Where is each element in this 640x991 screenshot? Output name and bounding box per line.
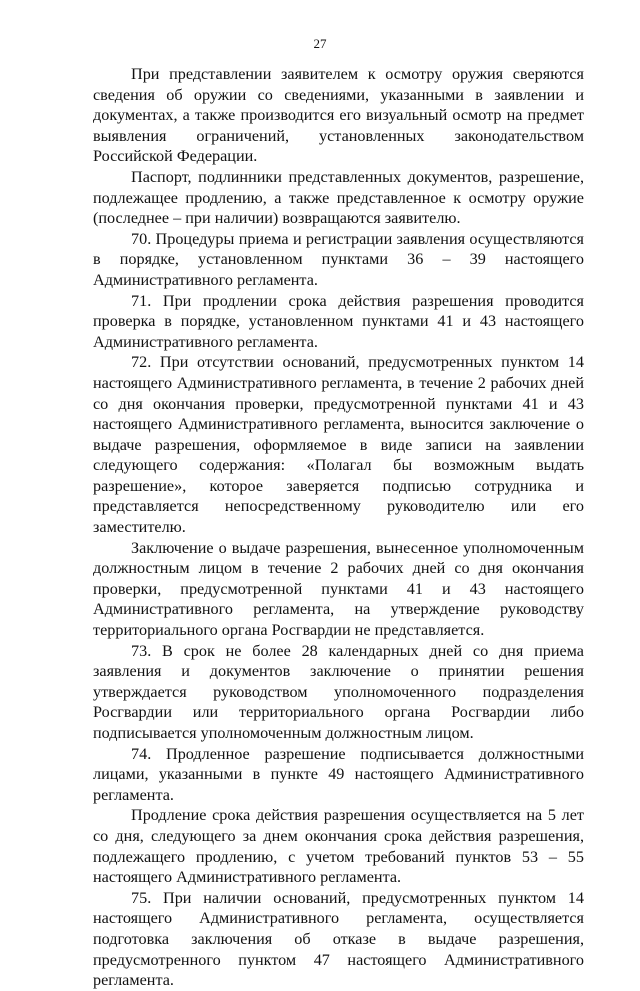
paragraph-extension-term: Продление срока действия разрешения осуществляется на 5 лет со дня, следующего за днем окончания срока действия разрешения, подлежащего продлению, с учетом требований пунктов 53 – 55 настоящего Административного регламента. <box>93 806 584 887</box>
paragraph-conclusion-issuance: Заключение о выдаче разрешения, вынесенное уполномоченным должностным лицом в течение 2 рабочих дней со дня окончания проверки, предусмотренной пунктами 41 и 43 настоящего Административного регламента, на утверждение руководству территориального органа Росгвардии не представляется. <box>93 538 584 640</box>
paragraph-weapon-inspection: При представлении заявителем к осмотру оружия сверяются сведения об оружии со сведениями, указанными в заявлении и документах, а также производится его визуальный осмотр на предмет выявления ограничений, установленных законодательством Российской Федерации. <box>93 65 584 166</box>
paragraph-75: 75. При наличии оснований, предусмотренных пунктом 14 настоящего Административного регламента, осуществляется подготовка заключения об отказе в выдаче разрешения, предусмотренного пунктом 47 настоящего Административного регламента. <box>93 888 584 990</box>
paragraph-70: 70. Процедуры приема и регистрации заявления осуществляются в порядке, установленном пунктами 36 – 39 настоящего Административного регламента. <box>93 229 584 289</box>
paragraph-documents-returned: Паспорт, подлинники представленных документов, разрешение, подлежащее продлению, а также представленное к осмотру оружие (последнее – при наличии) возвращаются заявителю. <box>93 167 584 228</box>
paragraph-71: 71. При продлении срока действия разрешения проводится проверка в порядке, установленном пунктами 41 и 43 настоящего Административного регламента. <box>93 291 584 351</box>
paragraph-74: 74. Продленное разрешение подписывается должностными лицами, указанными в пункте 49 настоящего Административного регламента. <box>93 744 584 804</box>
page-number: 27 <box>313 36 327 51</box>
paragraph-73: 73. В срок не более 28 календарных дней со дня приема заявления и документов заключение о принятии решения утверждается руководством уполномоченного подразделения Росгвардии или территориального органа Росгвардии либо подписывается уполномоченным должностным лицом. <box>93 641 584 742</box>
paragraph-72: 72. При отсутствии оснований, предусмотренных пунктом 14 настоящего Административного регламента, в течение 2 рабочих дней со дня окончания проверки, предусмотренной пунктами 41 и 43 настоящего Административного регламента, выносится заключение о выдаче разрешения, оформляемое в виде записи на заявлении следующего содержания: «Полагал бы возможным выдать разрешение», которое заверяется подписью сотрудника и представляется непосредственному руководителю или его заместителю. <box>93 353 584 537</box>
document-body <box>93 64 584 991</box>
